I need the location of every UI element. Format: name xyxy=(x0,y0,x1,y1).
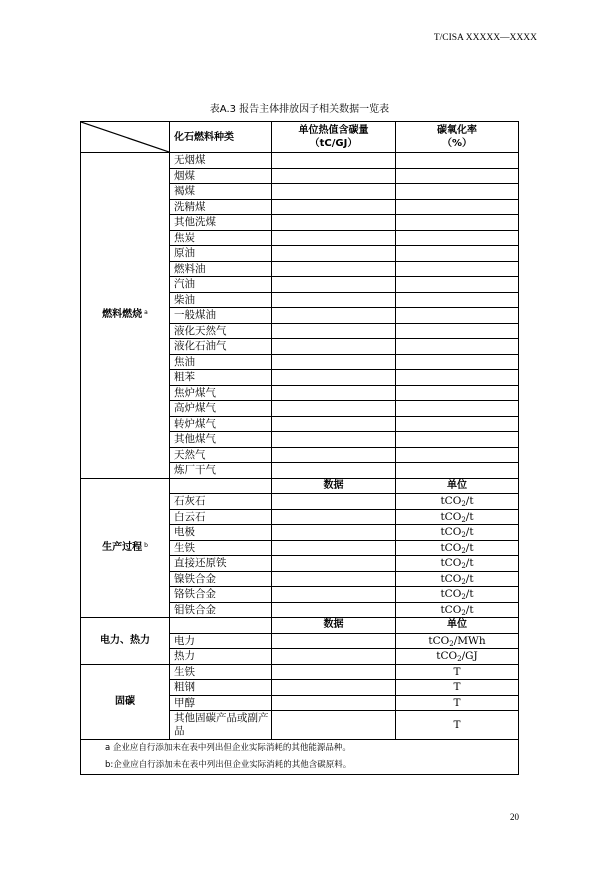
section-power-heat-text: 电力、热力 xyxy=(100,634,150,646)
data-value xyxy=(272,556,396,572)
fuel-name: 炼厂干气 xyxy=(170,463,272,479)
unit-value: tCO$_2$/t xyxy=(396,525,519,541)
oxidation-value xyxy=(396,447,519,463)
unit-value: T xyxy=(396,711,519,740)
header-data: 数据 xyxy=(272,478,396,494)
data-value xyxy=(272,711,396,740)
oxidation-value xyxy=(396,184,519,200)
oxidation-value xyxy=(396,215,519,231)
empty-cell xyxy=(170,478,272,494)
fuel-name: 液化天然气 xyxy=(170,323,272,339)
item-name: 电极 xyxy=(170,525,272,541)
footnote-b: b:企业应自行添加未在表中列出但企业实际消耗的其他含碳原料。 xyxy=(81,757,519,775)
oxidation-value xyxy=(396,354,519,370)
unit-value: T xyxy=(396,695,519,711)
fuel-name: 柴油 xyxy=(170,292,272,308)
header-oxidation-line1: 碳氧化率 xyxy=(437,125,477,136)
footnote-mark: b xyxy=(144,541,148,549)
item-name: 镍铁合金 xyxy=(170,571,272,587)
section-fuel-combustion xyxy=(81,153,170,479)
oxidation-value xyxy=(396,168,519,184)
heat-carbon-value xyxy=(272,153,396,169)
heat-carbon-value xyxy=(272,432,396,448)
header-oxidation-rate xyxy=(396,122,519,153)
unit-value: T xyxy=(396,680,519,696)
header-unit: 单位 xyxy=(396,478,519,494)
unit-value: tCO$_2$/t xyxy=(396,571,519,587)
unit-value: T xyxy=(396,664,519,680)
item-name: 粗钢 xyxy=(170,680,272,696)
data-value xyxy=(272,540,396,556)
data-value xyxy=(272,494,396,510)
fuel-name: 粗苯 xyxy=(170,370,272,386)
data-value xyxy=(272,695,396,711)
heat-carbon-value xyxy=(272,463,396,479)
heat-carbon-value xyxy=(272,447,396,463)
oxidation-value xyxy=(396,323,519,339)
heat-carbon-value xyxy=(272,215,396,231)
heat-carbon-value xyxy=(272,401,396,417)
fuel-name: 焦油 xyxy=(170,354,272,370)
heat-carbon-value xyxy=(272,370,396,386)
heat-carbon-value xyxy=(272,323,396,339)
oxidation-value xyxy=(396,339,519,355)
data-value xyxy=(272,680,396,696)
data-value xyxy=(272,664,396,680)
diagonal-header-cell xyxy=(81,122,170,153)
empty-cell xyxy=(170,618,272,634)
heat-carbon-value xyxy=(272,308,396,324)
footnote-row xyxy=(81,757,519,775)
oxidation-value xyxy=(396,432,519,448)
fuel-name: 其他煤气 xyxy=(170,432,272,448)
heat-carbon-value xyxy=(272,339,396,355)
header-unit: 单位 xyxy=(396,618,519,634)
oxidation-value xyxy=(396,277,519,293)
unit-value: tCO$_2$/GJ xyxy=(396,649,519,665)
oxidation-value xyxy=(396,308,519,324)
heat-carbon-value xyxy=(272,261,396,277)
fuel-name: 天然气 xyxy=(170,447,272,463)
fuel-name: 焦炭 xyxy=(170,230,272,246)
oxidation-value xyxy=(396,199,519,215)
data-value xyxy=(272,602,396,618)
header-heat-carbon-line2: （tC/GJ） xyxy=(309,138,358,149)
unit-value: tCO$_2$/t xyxy=(396,602,519,618)
oxidation-value xyxy=(396,292,519,308)
oxidation-value xyxy=(396,401,519,417)
item-name: 石灰石 xyxy=(170,494,272,510)
fuel-name: 燃料油 xyxy=(170,261,272,277)
unit-value: tCO$_2$/t xyxy=(396,556,519,572)
unit-value: tCO$_2$/MWh xyxy=(396,633,519,649)
item-name: 白云石 xyxy=(170,509,272,525)
section-carbon-fixation-text: 固碳 xyxy=(115,695,135,707)
oxidation-value xyxy=(396,230,519,246)
page-number: 20 xyxy=(510,812,519,822)
oxidation-value xyxy=(396,261,519,277)
header-fuel-type: 化石燃料种类 xyxy=(170,122,272,153)
diagonal-line xyxy=(81,122,169,152)
fuel-name: 高炉煤气 xyxy=(170,401,272,417)
heat-carbon-value xyxy=(272,246,396,262)
section-fuel-combustion-text: 燃料燃烧 xyxy=(102,309,143,320)
oxidation-value xyxy=(396,246,519,262)
item-name: 其他固碳产品或副产品 xyxy=(170,711,272,740)
table-row xyxy=(81,664,519,680)
unit-value: tCO$_2$/t xyxy=(396,509,519,525)
oxidation-value xyxy=(396,153,519,169)
item-name: 钼铁合金 xyxy=(170,602,272,618)
data-value xyxy=(272,649,396,665)
heat-carbon-value xyxy=(272,385,396,401)
fuel-name: 转炉煤气 xyxy=(170,416,272,432)
section-power-heat xyxy=(81,618,170,665)
emission-factor-table xyxy=(80,121,519,775)
oxidation-value xyxy=(396,385,519,401)
item-name: 直接还原铁 xyxy=(170,556,272,572)
heat-carbon-value xyxy=(272,199,396,215)
fuel-name: 焦炉煤气 xyxy=(170,385,272,401)
unit-value: tCO$_2$/t xyxy=(396,494,519,510)
heat-carbon-value xyxy=(272,292,396,308)
item-name: 电力 xyxy=(170,633,272,649)
item-name: 生铁 xyxy=(170,664,272,680)
heat-carbon-value xyxy=(272,168,396,184)
unit-value: tCO$_2$/t xyxy=(396,540,519,556)
header-data: 数据 xyxy=(272,618,396,634)
heat-carbon-value xyxy=(272,230,396,246)
data-value xyxy=(272,587,396,603)
item-name: 甲醇 xyxy=(170,695,272,711)
table-caption: 表A.3 报告主体排放因子相关数据一览表 xyxy=(209,104,390,115)
fuel-name: 洗精煤 xyxy=(170,199,272,215)
fuel-name: 汽油 xyxy=(170,277,272,293)
heat-carbon-value xyxy=(272,354,396,370)
oxidation-value xyxy=(396,463,519,479)
header-heat-carbon xyxy=(272,122,396,153)
header-oxidation-line2: （%） xyxy=(441,138,473,149)
section-production-process-text: 生产过程 xyxy=(102,541,143,553)
item-name: 生铁 xyxy=(170,540,272,556)
table-row xyxy=(81,478,519,494)
section-carbon-fixation xyxy=(81,664,170,740)
footnote-mark: a xyxy=(144,309,148,316)
standard-code: T/CISA XXXXX—XXXX xyxy=(433,33,537,43)
data-value xyxy=(272,509,396,525)
fuel-name: 原油 xyxy=(170,246,272,262)
data-value xyxy=(272,525,396,541)
header-heat-carbon-line1: 单位热值含碳量 xyxy=(298,125,369,136)
data-value xyxy=(272,633,396,649)
item-name: 热力 xyxy=(170,649,272,665)
section-production-process xyxy=(81,478,170,618)
footnote-a: a 企业应自行添加未在表中列出但企业实际消耗的其他能源品种。 xyxy=(81,740,519,758)
fuel-name: 无烟煤 xyxy=(170,153,272,169)
fuel-name: 褐煤 xyxy=(170,184,272,200)
table-row xyxy=(81,153,519,169)
footnote-row xyxy=(81,740,519,758)
heat-carbon-value xyxy=(272,184,396,200)
heat-carbon-value xyxy=(272,277,396,293)
oxidation-value xyxy=(396,416,519,432)
oxidation-value xyxy=(396,370,519,386)
fuel-name: 烟煤 xyxy=(170,168,272,184)
table-row xyxy=(81,618,519,634)
fuel-name: 一般煤油 xyxy=(170,308,272,324)
data-value xyxy=(272,571,396,587)
heat-carbon-value xyxy=(272,416,396,432)
fuel-name: 液化石油气 xyxy=(170,339,272,355)
unit-value: tCO$_2$/t xyxy=(396,587,519,603)
fuel-name: 其他洗煤 xyxy=(170,215,272,231)
item-name: 铬铁合金 xyxy=(170,587,272,603)
